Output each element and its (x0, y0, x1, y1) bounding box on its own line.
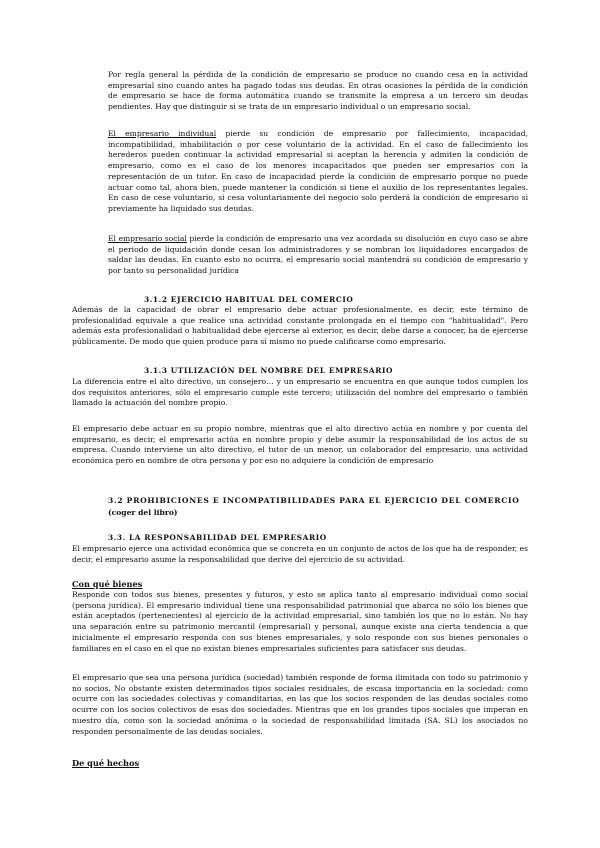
paragraph-individual-entrepreneur-text: pierde su condición de empresario por fallecimiento, incapacidad, incompatibilidad, inhabilitación o por cese voluntario de la actividad. En el caso de fallecimiento los herederos pueden continuar la actividad empresarial si aceptan la herencia y admiten la condición de empresario, como es el caso de los menores incapacitados que pueden ser empresarios con la representación de un tutor. En caso de incapacidad pierde la condición de empresario porque no puede actuar como tal, ahora bien, puede mantener la condición si tiene el auxilio de los representantes legales. En caso de cese voluntario, si cesa voluntariamente del negocio solo perderá la condición de empresario si previamente ha liquidado sus deudas. (108, 129, 528, 213)
heading-3-2-note: (coger del libro) (108, 508, 178, 517)
subheading-which-facts: De qué hechos (72, 758, 140, 768)
paragraph-legal-person: El empresario que sea una persona jurídica (sociedad) también responde de forma ilimitada con todo su patrimonio y no socios. No obstante existen determinados tipos sociales residuales, de escasa importancia en la sociedad: como ocurre con las sociedades colectivas y comanditarias, en las que los socios responden de las deudas sociales como ocurre con los socios colectivos de esas dos sociedades. Mientras que en los grandes tipos sociales que imperan en nuestro día, como son la sociedad anónima o la sociedad de responsabilidad limitada (SA. SL) los asociados no responden personalmente de las deudas sociales. (72, 673, 528, 736)
paragraph-all-assets: Responde con todos sus bienes, presentes y futuros, y esto se aplica tanto al empresario individual como social (persona jurídica). El empresario individual tiene una responsabilidad patrimonial que abarca no sólo los bienes que están aceptados (pertenecientes) al ejercicio de la actividad empresarial, sino también los que no lo están. No hay una separación entre su patrimonio mercantil (empresarial) y personal, aunque existe una cierta tendencia a que inicialmente el empresario responda con sus bienes empresariales, y solo responde con sus bienes personales o familiares en el caso en el que no existan bienes empresariales suficientes para satisfacer sus deudas. (72, 590, 528, 653)
paragraph-individual-entrepreneur (108, 129, 528, 215)
heading-3-1-3: 3.1.3 UTILIZACIÓN DEL NOMBRE DEL EMPRESARIO (144, 366, 394, 375)
heading-3-2: 3.2 PROHIBICIONES E INCOMPATIBILIDADES PARA EL EJERCICIO DEL COMERCIO (108, 496, 520, 505)
paragraph-name-use: La diferencia entre el alto directivo, un consejero… y un empresario se encuentra en que aunque todos cumplen los dos requisitos anteriores, sólo el empresario cumple este tercero; utilización del nombre del empresario o también llamado la actuación del nombre propio. (72, 377, 528, 408)
subheading-which-assets: Con qué bienes (72, 579, 143, 589)
heading-3-1-2: 3.1.2 EJERCICIO HABITUAL DEL COMERCIO (144, 295, 354, 304)
paragraph-habitual-exercise: Además de la capacidad de obrar el empresario debe actuar profesionalmente, es decir, este término de profesionalidad equivale a que realice una actividad constante prolongada en el tiempo con "habitualidad". Pero además esta profesionalidad o habitualidad debe ejercerse al exterior, es decir, debe darse a conocer, ha de ejercerse públicamente. De modo que quien produce para sí mismo no puede calificarse como empresario. (72, 305, 528, 347)
heading-3-3: 3.3. LA RESPONSABILIDAD DEL EMPRESARIO (108, 533, 327, 542)
term-social-entrepreneur: El empresario social (108, 234, 187, 243)
paragraph-responsibility: El empresario ejerce una actividad económica que se concreta en un conjunto de actos de los que ha de responder, es decir, el empresario asume la responsabilidad que derive del ejercicio de su actividad. (72, 544, 528, 564)
paragraph-own-name: El empresario debe actuar en su propio nombre, mientras que el alto directivo actúa en nombre y por cuenta del empresario, es decir, el empresario actúa en nombre propio y debe asumir la responsabilidad de los actos de su empresa. Cuando interviene un alto directivo, el tutor de un menor, un colaborador del empresario, una actividad económica pero en nombre de otra persona y por eso no adquiere la condición de empresario (72, 424, 528, 466)
paragraph-social-entrepreneur (108, 234, 528, 277)
paragraph-social-entrepreneur-text: pierde la condición de empresario una vez acordada su disolución en cuyo caso se abre el periodo de liquidación donde cesan los administradores y se nombran los liquidadores encargados de saldar las deudas. En cuanto esto no ocurra, el empresario social mantendrá su condición de empresario y por tanto su personalidad jurídica (108, 234, 529, 276)
term-individual-entrepreneur: El empresario individual (108, 129, 217, 138)
paragraph-loss-of-status: Por regla general la pérdida de la condición de empresario se produce no cuando cesa en la actividad empresarial sino cuando antes ha pagado todas sus deudas. En otras ocasiones la pérdida de la condición de empresario se hace de forma automática cuando se transmite la empresa a un tercero sin deudas pendientes. Hay que distinguir si se trata de un empresario individual o un empresario social. (108, 70, 528, 112)
